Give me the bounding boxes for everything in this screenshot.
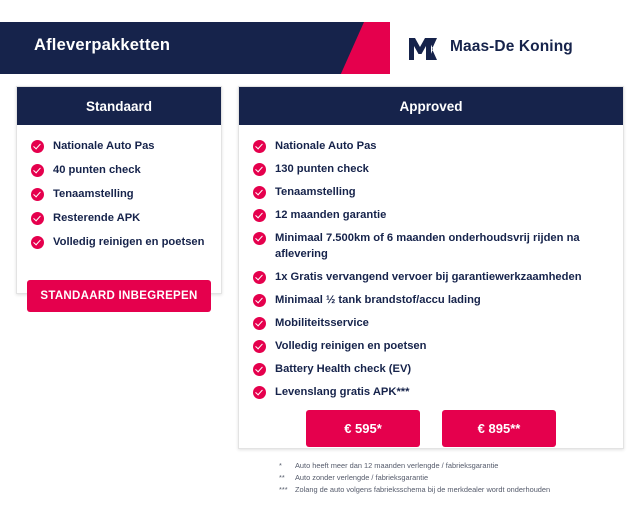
brand-area <box>390 22 640 74</box>
check-icon <box>253 317 266 330</box>
check-icon <box>31 212 44 225</box>
standaard-card-body <box>17 125 221 272</box>
price-button-595[interactable]: € 595* <box>306 410 420 447</box>
list-item <box>253 339 609 354</box>
list-item <box>253 208 609 223</box>
standaard-card <box>16 86 222 302</box>
price-button-row <box>253 410 609 447</box>
check-icon <box>253 363 266 376</box>
list-item-label: Levenslang gratis APK*** <box>275 386 410 399</box>
list-item <box>253 162 609 177</box>
list-item-label: Minimaal 7.500km of 6 maanden onderhoudsvrij rijden na aflevering <box>275 232 580 260</box>
check-icon <box>253 294 266 307</box>
list-item <box>31 139 207 154</box>
approved-card <box>238 86 624 495</box>
list-item <box>253 316 609 331</box>
footnote-mark: * <box>279 461 282 471</box>
check-icon <box>31 236 44 249</box>
list-item-label: Tenaamstelling <box>53 188 134 201</box>
check-icon <box>253 340 266 353</box>
list-item <box>31 235 207 250</box>
page-header <box>0 22 640 74</box>
list-item-label: Volledig reinigen en poetsen <box>275 339 427 352</box>
list-item <box>31 187 207 202</box>
standaard-feature-list <box>31 139 207 251</box>
list-item <box>253 139 609 154</box>
list-item-label: Resterende APK <box>53 212 141 225</box>
list-item <box>253 231 609 261</box>
list-item <box>253 362 609 377</box>
price-button-895[interactable]: € 895** <box>442 410 556 447</box>
list-item <box>31 211 207 226</box>
page-title: Afleverpakketten <box>34 36 171 54</box>
footnote <box>279 473 609 482</box>
list-item <box>253 270 609 285</box>
mdk-logo-icon <box>408 33 438 61</box>
check-icon <box>253 140 266 153</box>
check-icon <box>253 209 266 222</box>
approved-feature-list <box>253 139 609 400</box>
footnote-text: Auto zonder verlengde / fabrieksgarantie <box>295 473 429 483</box>
footnote <box>279 461 609 470</box>
list-item-label: 130 punten check <box>275 163 369 176</box>
footnote-mark: ** <box>279 473 285 483</box>
standaard-inbegrepen-button[interactable]: STANDAARD INBEGREPEN <box>27 280 211 312</box>
check-icon <box>253 163 266 176</box>
footnote-text: Zolang de auto volgens fabrieksschema bij de merkdealer wordt onderhouden <box>295 485 551 495</box>
list-item <box>31 163 207 178</box>
footnote-mark: *** <box>279 485 288 495</box>
approved-card-title: Approved <box>239 87 623 125</box>
check-icon <box>31 140 44 153</box>
list-item-label: 1x Gratis vervangend vervoer bij garantiewerkzaamheden <box>275 270 582 283</box>
list-item <box>253 385 609 400</box>
list-item-label: Nationale Auto Pas <box>53 140 155 152</box>
list-item-label: Tenaamstelling <box>275 186 356 199</box>
approved-card-body <box>239 125 623 509</box>
check-icon <box>253 386 266 399</box>
footnote <box>279 485 609 494</box>
check-icon <box>253 186 266 199</box>
list-item <box>253 185 609 200</box>
list-item-label: 12 maanden garantie <box>275 209 387 222</box>
list-item <box>253 293 609 308</box>
check-icon <box>253 271 266 284</box>
footnote-text: Auto heeft meer dan 12 maanden verlengde / fabrieksgarantie <box>295 461 499 471</box>
list-item-label: Battery Health check (EV) <box>275 363 412 376</box>
check-icon <box>31 164 44 177</box>
list-item-label: Minimaal ½ tank brandstof/accu lading <box>275 293 481 306</box>
brand-name: Maas-De Koning <box>450 38 573 55</box>
list-item-label: Mobiliteitsservice <box>275 316 369 329</box>
list-item-label: 40 punten check <box>53 164 141 177</box>
list-item-label: Volledig reinigen en poetsen <box>53 236 205 249</box>
list-item-label: Nationale Auto Pas <box>275 140 377 152</box>
standaard-card-title: Standaard <box>17 87 221 125</box>
check-icon <box>253 232 266 245</box>
footnotes <box>253 461 609 494</box>
check-icon <box>31 188 44 201</box>
